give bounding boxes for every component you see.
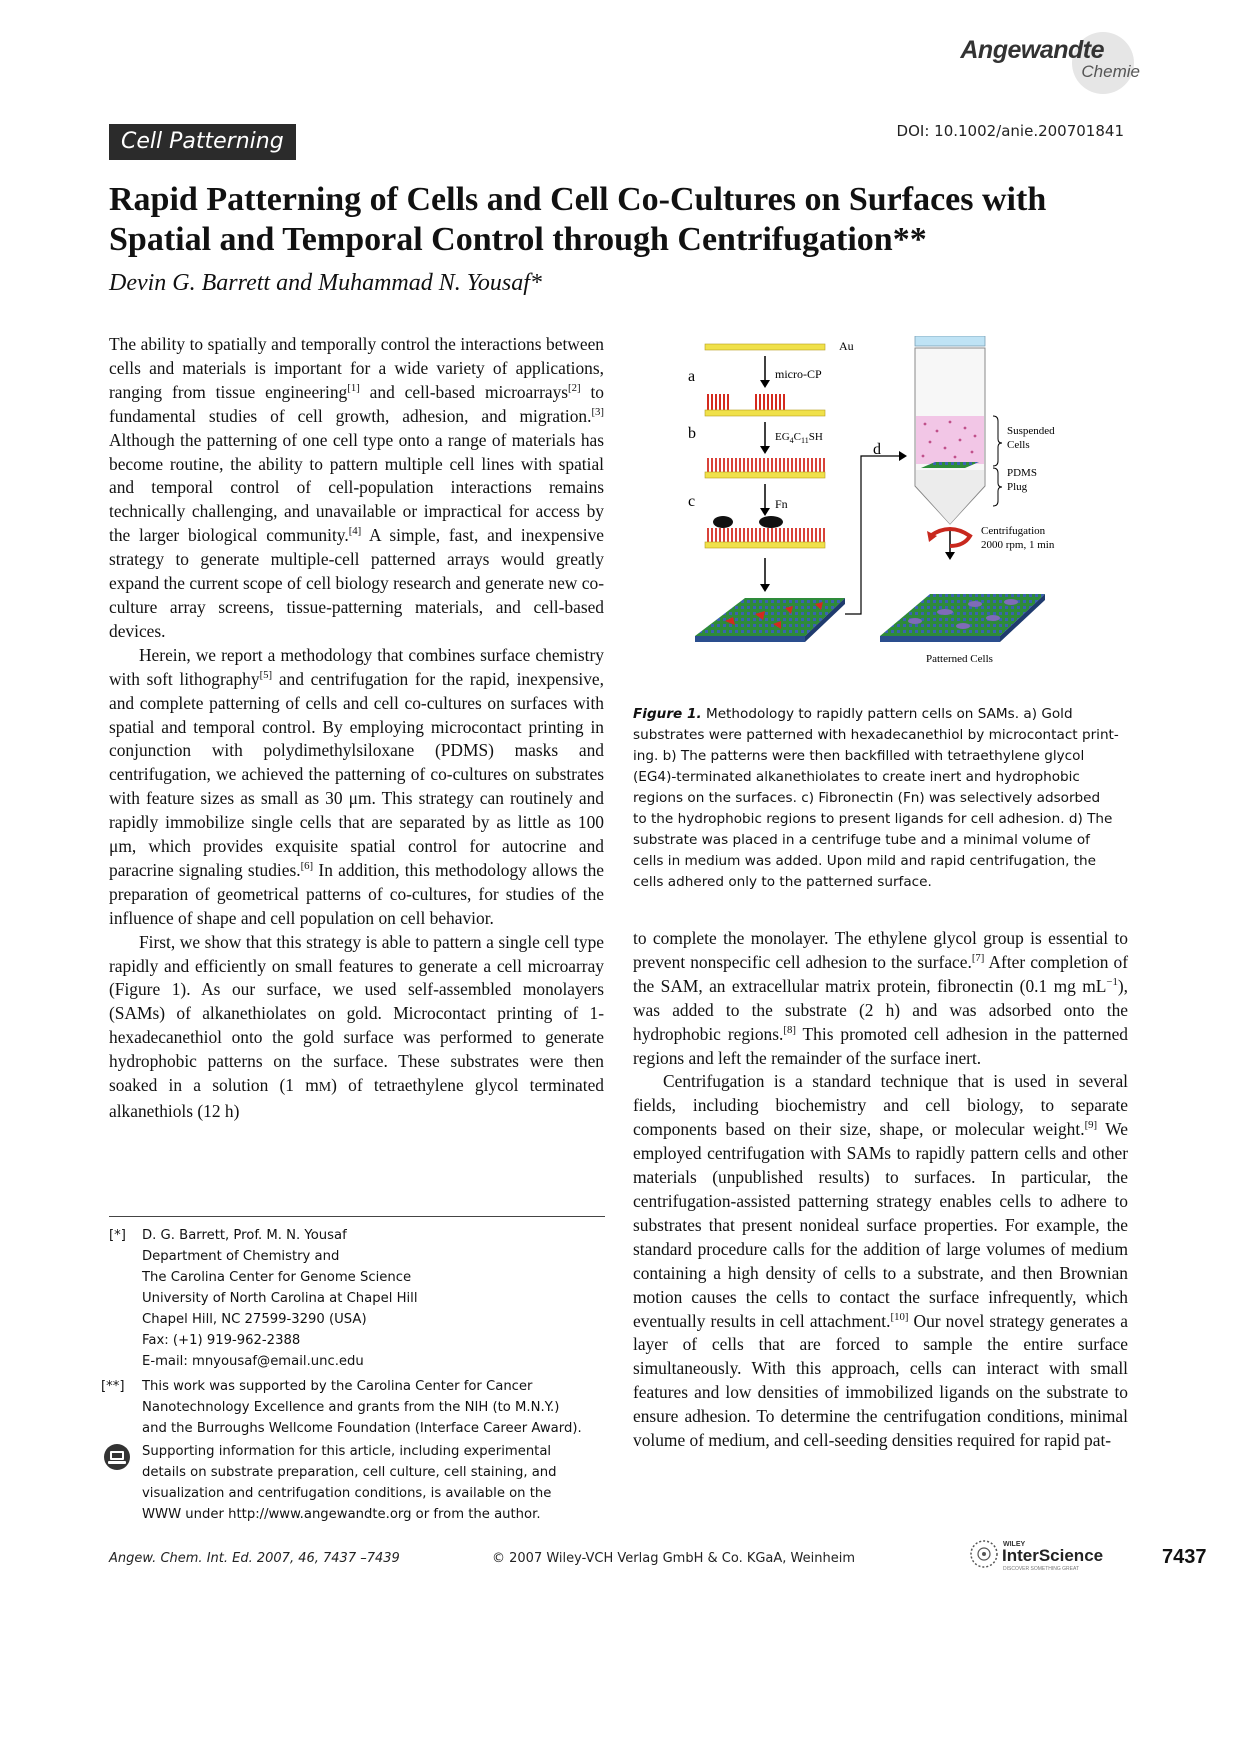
label-fn: Fn (775, 497, 788, 511)
journal-name-sub: Chemie (1081, 62, 1140, 81)
paragraph: The ability to spatially and temporally control the interactions between cells and materials is important for a wide variety of applications, ranging from tissue engineering[1] and cell-based microarrays[2] to fundamental studies of cell growth, adhesion, and migration.[3] Although the patterning of one cell type onto a range of materials has become routine, the ability to pattern multiple cell lines with spatial and temporal control of cell-population interactions remains technically challenging, and unavailable or impractical for access by the larger biological community.[4] A simple, fast, and inexpensive strategy to generate multiple-cell patterned arrays would greatly expand the current scope of cell biology research and generate new co-culture array screens, tissue-patterning materials, and cell-based devices. (109, 334, 605, 641)
step-label-d: d (873, 441, 881, 458)
figure-label: Figure 1. (633, 706, 702, 722)
label-patterned-cells: Patterned Cells (926, 653, 993, 665)
caption-line: substrate was placed in a centrifuge tube and a minimal volume of (633, 832, 1090, 848)
footnote-line: University of North Carolina at Chapel Hill (142, 1291, 418, 1306)
supporting-info-icon (103, 1443, 131, 1471)
caption-line: cells adhered only to the patterned surface. (633, 874, 932, 890)
footnote-line: WWW under http://www.angewandte.org or from the author. (142, 1507, 541, 1522)
arrow-head (945, 552, 955, 560)
slab-side (695, 636, 805, 642)
connector-line (845, 456, 901, 614)
caption-line: cells in medium was added. Upon mild and rapid centrifugation, the (633, 853, 1097, 869)
label-speed: 2000 rpm, 1 min (981, 539, 1055, 551)
fibronectin (759, 516, 783, 528)
monolayer (705, 528, 825, 542)
publisher-name: InterScience (1002, 1546, 1104, 1565)
journal-logo (960, 32, 1140, 90)
journal-name: Angewandte (960, 36, 1104, 64)
hydrophobic-stamp (755, 394, 785, 410)
gold-substrate (705, 472, 825, 478)
paragraph: Centrifugation is a standard technique that is used in several fields, including biochemistry and cell biology, to separate components based on their size, shape, or molecular weight.[9] We employed centrifugation with SAMs to rapidly pattern cells and other materials (unpublished results) to surfaces. In particular, the centrifugation-assisted patterning strategy enables cells to adhere to substrates that present nonideal surface properties. For example, the standard procedure calls for the addition of large volumes of medium containing a high density of cells to a substrate, and then Brownian motion causes the cells to contact the surface infrequently, which eventually results in cell attachment.[10] Our novel strategy generates a layer of cells that are forced to sample the entire surface simultaneously. With this approach, cells can interact with small features and low densities of immobilized ligands on the substrate to ensure adhesion. To determine the centrifugation conditions, minimal volume of medium, and cell-seeding densities required for rapid pat- (633, 1071, 1129, 1451)
brace (993, 468, 1002, 506)
body-column-left (109, 333, 604, 1124)
footnote-mark: [**] (101, 1379, 125, 1394)
label-pdms: PDMS (1007, 467, 1037, 479)
fibronectin (713, 516, 733, 528)
arrow-head (760, 380, 770, 388)
footnote-line: Supporting information for this article, including experimental (142, 1444, 552, 1459)
caption-line: (EG4)-terminated alkanethiolates to create inert and hydrophobic (633, 769, 1080, 785)
arrow-head (899, 451, 907, 461)
footnote-line: details on substrate preparation, cell culture, cell staining, and (142, 1465, 557, 1480)
footnote-line: Fax: (+1) 919-962-2388 (142, 1333, 301, 1348)
footnote-line: The Carolina Center for Genome Science (142, 1270, 412, 1285)
body-column-right (633, 927, 1128, 1453)
footnotes (101, 1225, 609, 1525)
label-micro-cp: micro-CP (775, 367, 822, 381)
footnote-supporting-info (109, 1441, 609, 1525)
footnote-line: visualization and centrifugation conditions, is available on the (142, 1486, 552, 1501)
label-cells: Cells (1007, 439, 1030, 451)
paragraph: Herein, we report a methodology that combines surface chemistry with soft lithography[5] and centrifugation for the rapid, inexpensive, and complete patterning of cells and cell co-cultures on surfaces with spatial and temporal control. By employing microcontact printing in conjunction with polydimethylsiloxane (PDMS) masks and centrifugation, we achieved the patterning of co-cultures on substrates with feature sizes as small as 30 μm. This strategy can routinely and rapidly immobilize single cells that are separated by as little as 100 μm, which provides exquisite spatial control for autocrine and paracrine signaling studies.[6] In addition, this methodology allows the preparation of geometrical patterns of co-cultures, for studies of the influence of shape and cell population on cell behavior. (109, 644, 605, 928)
footnote-line: and the Burroughs Wellcome Foundation (Interface Career Award). (142, 1421, 582, 1436)
arrow-head (760, 584, 770, 592)
footnote-affiliation (109, 1225, 609, 1372)
label-au: Au (839, 339, 854, 353)
paragraph: First, we show that this strategy is able to pattern a single cell type rapidly and efficiently on small features to generate a cell microarray (Figure 1). As our surface, we used self-assembled monolayers (SAMs) of alkanethiolates on gold. Microcontact printing of 1-hexadecanethiol onto the gold surface was performed to generate hydrophobic patterns on the surface. These substrates were then soaked in a solution (1 mM) of tetraethylene glycol terminated alkanethiols (12 h) (109, 931, 604, 1121)
hydrophobic-stamp (707, 394, 731, 410)
step-label-c: c (688, 493, 696, 510)
publisher-top: WILEY (1003, 1541, 1026, 1548)
label-centrifugation: Centrifugation (981, 525, 1046, 537)
footnote-line: D. G. Barrett, Prof. M. N. Yousaf (142, 1228, 347, 1243)
gold-substrate (705, 344, 825, 350)
footnote-line: Department of Chemistry and (142, 1249, 340, 1264)
label-eg4c11sh: $EG_4C_{11}SH$ (775, 431, 823, 445)
brace (993, 416, 1002, 466)
publisher-tagline: DISCOVER SOMETHING GREAT (1003, 1566, 1080, 1572)
page-number: 7437 (1162, 1546, 1207, 1568)
tube-cap (915, 336, 985, 346)
patterned-cells-slab (880, 594, 1045, 636)
arrow-head (760, 508, 770, 516)
figure-1-diagram (675, 336, 1095, 696)
arrow-head (760, 446, 770, 454)
pdms-plug (916, 470, 984, 524)
publisher-logo (968, 1532, 1148, 1574)
footnote-line: This work was supported by the Carolina Center for Cancer (142, 1379, 533, 1394)
footer-copyright: © 2007 Wiley-VCH Verlag GmbH & Co. KGaA, Weinheim (492, 1551, 856, 1566)
footnote-mark: [*] (109, 1228, 126, 1243)
footnote-line: Chapel Hill, NC 27599-3290 (USA) (142, 1312, 367, 1327)
footer-citation: Angew. Chem. Int. Ed. 2007, 46, 7437 –7439 (109, 1551, 400, 1566)
label-plug: Plug (1007, 481, 1028, 493)
caption-line: Methodology to rapidly pattern cells on SAMs. a) Gold (701, 706, 1073, 722)
footnote-rule (109, 1216, 605, 1217)
caption-line: ing. b) The patterns were then backfilled with tetraethylene glycol (633, 748, 1085, 764)
label-suspended: Suspended (1007, 425, 1055, 437)
footnote-acknowledgment (101, 1376, 609, 1439)
footnote-email[interactable]: E-mail: mnyousaf@email.unc.edu (142, 1354, 364, 1369)
slab-side (880, 636, 1000, 642)
article-title: Rapid Patterning of Cells and Cell Co-Cultures on Surfaces with Spatial and Temporal Control through Centrifugation** (109, 181, 1047, 258)
paragraph: to complete the monolayer. The ethylene glycol group is essential to prevent nonspecific cell adhesion to the surface.[7] After completion of the SAM, an extracellular matrix protein, fibronectin (0.1 mg $mL^{-1}$), was added to the substrate (2 h) and was adsorbed onto the hydrophobic regions.[8] This promoted cell adhesion in the patterned regions and left the remainder of the surface inert. (633, 928, 1129, 1068)
backfilled-monolayer (705, 458, 825, 472)
caption-line: to the hydrophobic regions to present ligands for cell adhesion. d) The (633, 811, 1113, 827)
caption-line: substrates were patterned with hexadecanethiol by microcontact print- (633, 727, 1119, 743)
interscience-globe-icon (971, 1541, 997, 1567)
section-badge: Cell Patterning (109, 124, 296, 160)
step-label-a: a (688, 368, 696, 385)
gold-substrate (705, 410, 825, 416)
figure-caption (633, 704, 1128, 893)
caption-line: regions on the surfaces. c) Fibronectin (Fn) was selectively adsorbed (633, 790, 1101, 806)
article-authors: Devin G. Barrett and Muhammad N. Yousaf* (109, 270, 542, 296)
doi[interactable]: DOI: 10.1002/anie.200701841 (896, 122, 1124, 140)
footnote-line: Nanotechnology Excellence and grants from the NIH (to M.N.Y.) (142, 1400, 560, 1415)
step-label-b: b (688, 425, 696, 442)
gold-substrate (705, 542, 825, 548)
